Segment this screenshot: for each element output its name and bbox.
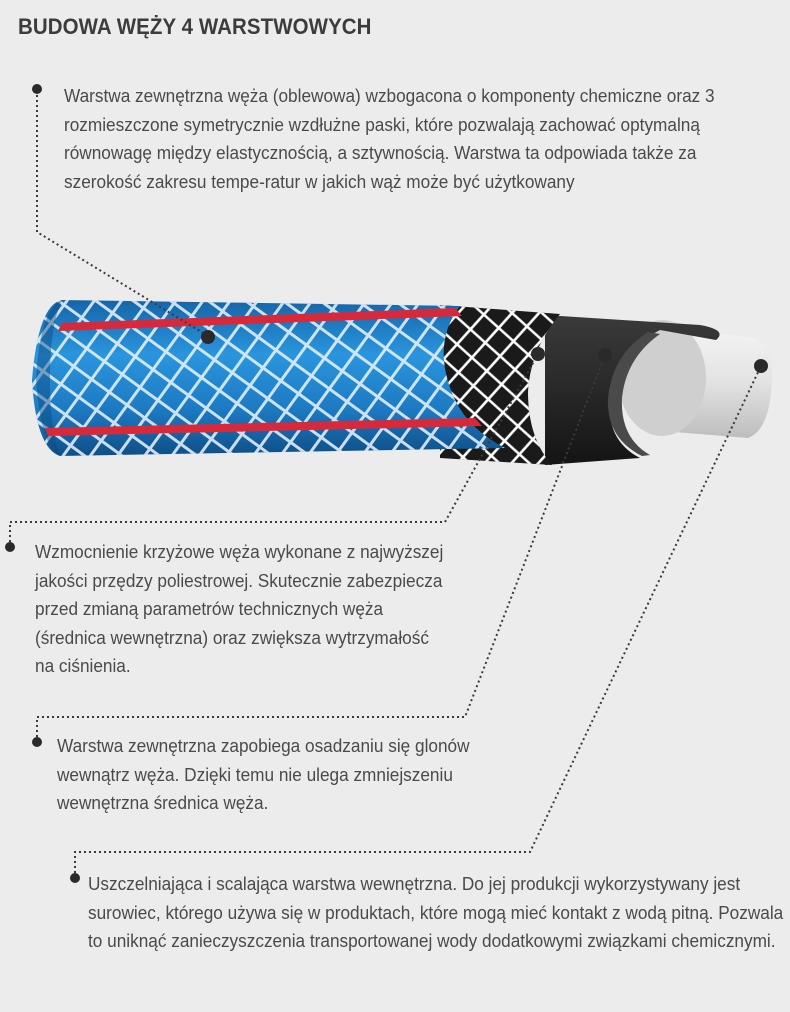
callout-reinforcement: Wzmocnienie krzyżowe węża wykonane z najwyższej jakości przędzy poliestrowej. Skutecznie zabezpiecza przed zmianą parametrów technicznych węża (średnica wewnętrzna) oraz zwiększa wytrzymałość na ciśnienia.: [35, 541, 444, 676]
dot-reinforcement-text: [5, 542, 15, 552]
outer-blue-layer: [32, 300, 505, 456]
diagram-title: BUDOWA WĘŻY 4 WARSTWOWYCH: [18, 14, 372, 39]
dot-inner-hose: [754, 359, 768, 373]
dot-inner-text: [70, 873, 80, 883]
callout-black-layer: Warstwa zewnętrzna zapobiega osadzaniu się glonów wewnątrz węża. Dzięki temu nie ulega zmniejszeniu wewnętrzna średnica węża.: [57, 735, 470, 813]
dot-reinforcement-hose: [531, 347, 545, 361]
callout-inner-layer: Uszczelniająca i scalająca warstwa wewnętrzna. Do jej produkcji wykorzystywany jest surowiec, którego używa się w produktach, które mogą mieć kontakt z wodą pitną. Pozwala to uniknąć zanieczyszczenia transportowanej wody dodatkowymi związkami chemicznymi.: [88, 873, 784, 951]
callout-outer-layer: Warstwa zewnętrzna węża (oblewowa) wzbogacona o komponenty chemiczne oraz 3 rozmieszczone symetrycznie wzdłużne paski, które pozwalają zachować optymalną równowagę między elastycznością, a sztywnością. Warstwa ta odpowiada także za szerokość zakresu tempe-ratur w jakich wąż może być użytkowany: [64, 85, 715, 192]
dot-black-text: [32, 737, 42, 747]
dot-outer-hose: [201, 330, 215, 344]
dot-outer-text: [32, 84, 42, 94]
dot-black-hose: [598, 348, 612, 362]
